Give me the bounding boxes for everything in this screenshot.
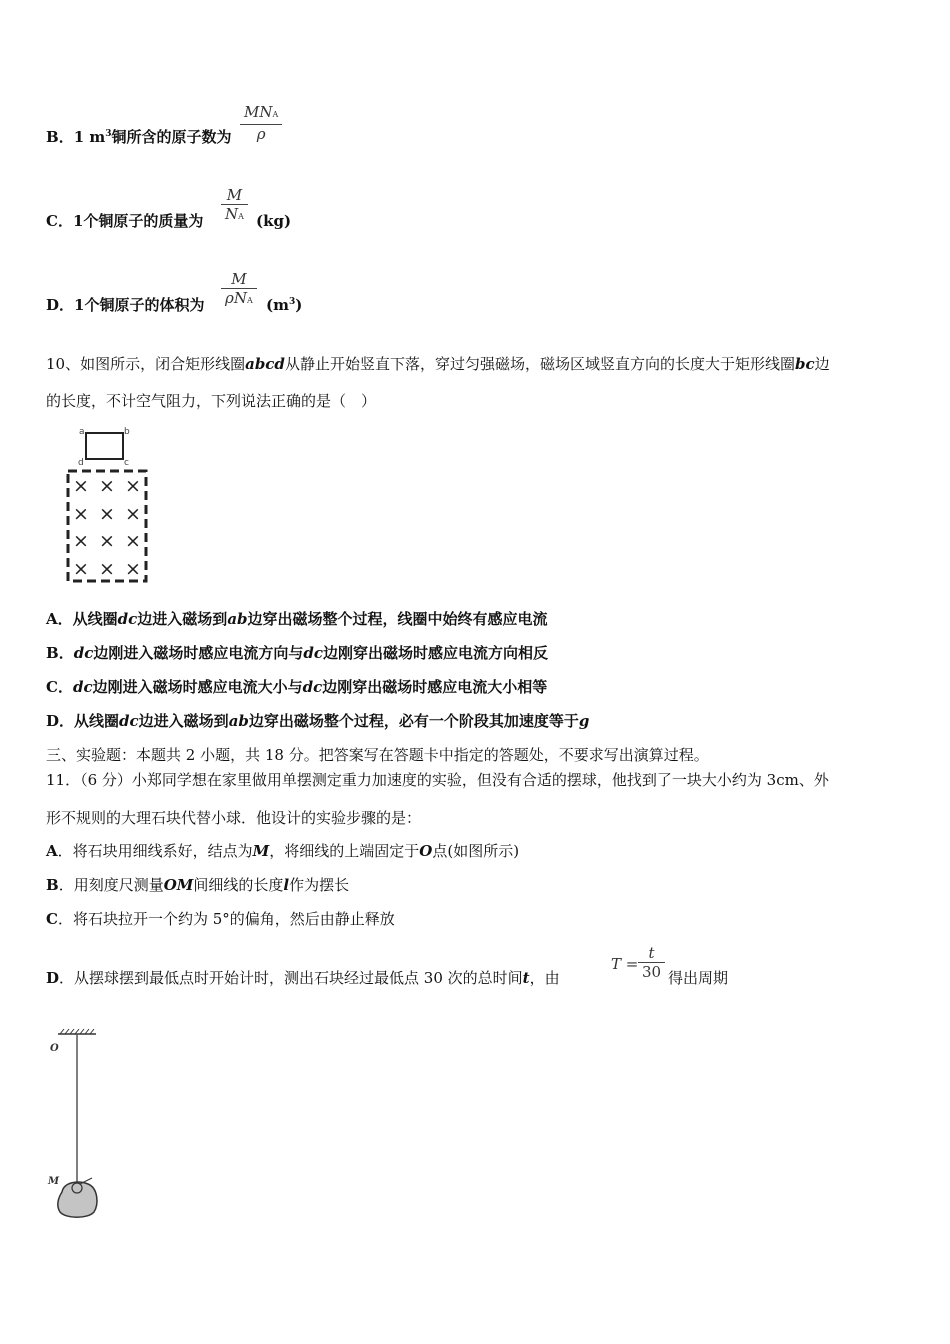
q11-formula-frac: t 30 [638,944,665,981]
coil-rect [86,433,123,459]
field-cross-2-0: × [73,530,89,552]
q11-stem-line1: 11．（6 分）小郑同学想在家里做用单摆测定重力加速度的实验，但没有合适的摆球，他找到了一块大小约为 3cm、外 [46,771,829,789]
q9-option-b: B．1 $m^3$铜所含的原子数为 [46,128,232,146]
section-3-heading: 三、实验题：本题共 2 小题，共 18 分。把答案写在答题卡中指定的答题处，不要求写出演算过程。 [46,746,709,764]
field-cross-2-2: × [125,530,141,552]
q10-option-a: A．从线圈dc边进入磁场到ab边穿出磁场整个过程，线圈中始终有感应电流 [46,610,548,628]
q10-option-b: B．dc边刚进入磁场时感应电流方向与dc边刚穿出磁场时感应电流方向相反 [46,644,548,662]
q11-step-b: B．用刻度尺测量OM间细线的长度l作为摆长 [46,876,350,894]
field-cross-1-2: × [125,503,141,525]
q11-stem-line2: 形不规则的大理石块代替小球．他设计的实验步骤的是： [46,809,422,827]
q9-d-formula: M ρNA [221,270,257,310]
q11-step-d-tail: 得出周期 [668,969,729,987]
marble-stone [58,1182,97,1217]
label-c: c [124,458,129,468]
q11-step-c: C．将石块拉开一个约为 5°的偏角，然后由静止释放 [46,910,395,928]
label-o: O [50,1043,59,1054]
q10-option-c: C．dc边刚进入磁场时感应电流大小与dc边刚穿出磁场时感应电流大小相等 [46,678,548,696]
q9-b-formula: MNA ρ [240,103,282,143]
q10-figure [60,424,160,586]
label-a: a [79,427,85,437]
q9-option-d: D．1个铜原子的体积为 [46,296,205,314]
q9-c-unit: (kg) [256,212,292,230]
q10-stem-line1: 10、如图所示，闭合矩形线圈abcd从静止开始竖直下落，穿过匀强磁场，磁场区域竖直方向的长度大于矩形线圈bc边 [46,355,830,373]
field-cross-1-1: × [99,503,115,525]
q9-d-unit: $(m^3)$ [266,296,303,314]
field-cross-3-2: × [125,558,141,580]
field-cross-0-1: × [99,475,115,497]
q11-step-d: D．从摆球摆到最低点时开始计时，测出石块经过最低点 30 次的总时间t，由 [46,969,560,987]
field-cross-2-1: × [99,530,115,552]
q9-option-c: C．1个铜原子的质量为 [46,212,204,230]
q10-option-d: D．从线圈dc边进入磁场到ab边穿出磁场整个过程，必有一个阶段其加速度等于g [46,712,590,730]
q11-formula-lhs: T = [611,955,639,973]
label-m: M [48,1176,60,1187]
q9-c-formula: M NA [221,186,248,226]
field-cross-0-2: × [125,475,141,497]
q11-step-a: A．将石块用细线系好，结点为M，将细线的上端固定于O点(如图所示) [46,842,520,860]
field-cross-3-1: × [99,558,115,580]
q11-pendulum-figure [44,1024,110,1224]
q10-stem-line2: 的长度，不计空气阻力，下列说法正确的是（ ） [46,392,377,410]
field-cross-0-0: × [73,475,89,497]
field-cross-1-0: × [73,503,89,525]
field-cross-3-0: × [73,558,89,580]
label-b: b [124,427,130,437]
label-d: d [78,458,84,468]
